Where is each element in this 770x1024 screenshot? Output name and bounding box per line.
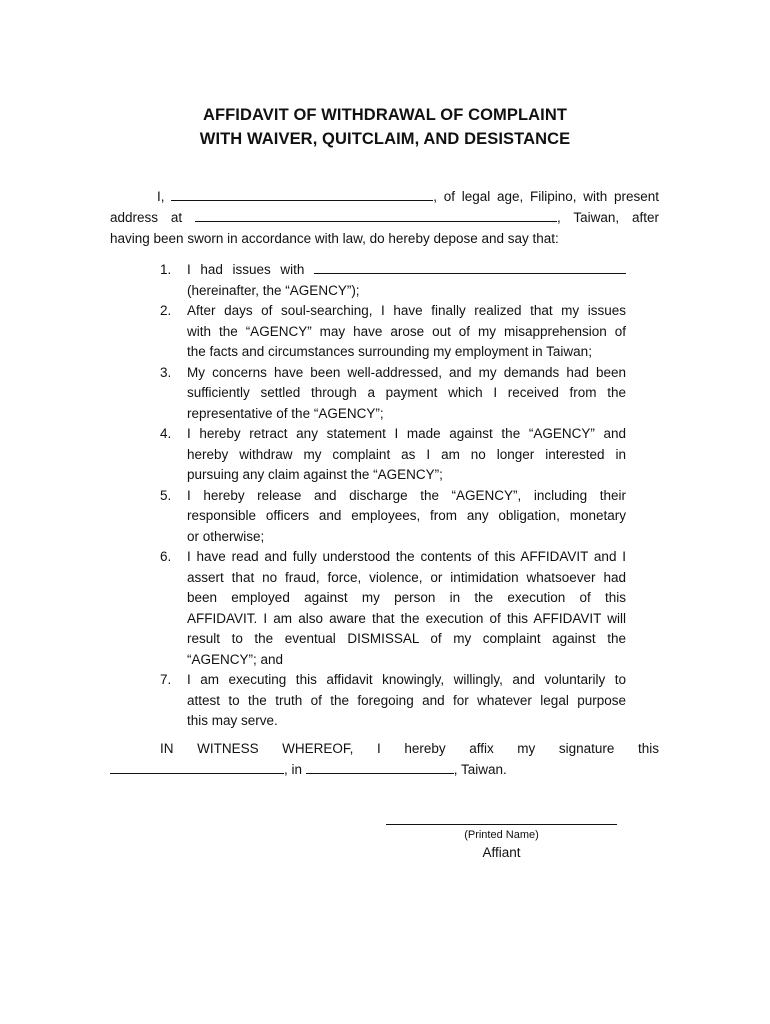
item-line: “AGENCY”; and	[187, 651, 284, 667]
address-blank[interactable]	[195, 208, 557, 222]
list-item	[160, 424, 626, 486]
list-item	[160, 547, 626, 670]
item-line: responsible officers and employees, from any obligation, monetary	[187, 508, 626, 523]
item-text: I had issues with	[187, 262, 305, 277]
intro-line-3: having been sworn in accordance with law, do hereby depose and say that:	[110, 231, 559, 246]
signature-line[interactable]	[386, 824, 617, 825]
item-line	[187, 260, 626, 281]
item-line: I have read and fully understood the contents of this AFFIDAVIT and I	[187, 549, 626, 564]
item-line: assert that no fraud, force, violence, or intimidation whatsoever had	[187, 569, 626, 585]
item-line: After days of soul-searching, I have finally realized that my issues	[187, 303, 626, 318]
item-line: I hereby release and discharge the “AGENCY”, including their	[187, 487, 626, 503]
witness-line-1: IN WITNESS WHEREOF, I hereby affix my signature this	[160, 741, 659, 756]
item-number: 1.	[160, 262, 172, 277]
item-line: hereby withdraw my complaint as I am no longer interested in	[187, 446, 626, 462]
affiant-label: Affiant	[482, 845, 521, 860]
place-blank[interactable]	[306, 760, 454, 774]
item-line: result to the eventual DISMISSAL of my complaint against the	[187, 631, 626, 646]
witness-line-2	[110, 760, 507, 780]
item-line: with the “AGENCY” may have arose out of my misapprehension of	[187, 323, 626, 339]
item-line: been employed against my person in the execution of this	[187, 590, 626, 605]
date-blank[interactable]	[110, 760, 284, 774]
item-number: 2.	[160, 303, 172, 318]
intro-line-2	[110, 208, 659, 228]
item-line: I am executing this affidavit knowingly, willingly, and voluntarily to	[187, 672, 626, 687]
item-number: 6.	[160, 549, 172, 564]
printed-name-label: (Printed Name)	[464, 829, 539, 841]
list-item	[160, 670, 626, 732]
item-line: (hereinafter, the “AGENCY”);	[187, 282, 360, 298]
item-number: 4.	[160, 426, 172, 441]
item-number: 3.	[160, 364, 172, 380]
item-line: or otherwise;	[187, 528, 265, 544]
statement-list	[160, 260, 626, 732]
item-line: I hereby retract any statement I made against the “AGENCY” and	[187, 426, 626, 441]
item-line: this may serve.	[187, 713, 278, 728]
item-line: AFFIDAVIT. I am also aware that the execution of this AFFIDAVIT will	[187, 610, 626, 626]
intro-line1-suffix: , of legal age, Filipino, with present	[433, 189, 659, 204]
intro-prefix: I,	[157, 189, 165, 204]
list-item	[160, 486, 626, 548]
document-subtitle: WITH WAIVER, QUITCLAIM, AND DESISTANCE	[199, 130, 571, 148]
item-line: My concerns have been well-addressed, and my demands had been	[187, 364, 626, 380]
item-line: attest to the truth of the foregoing and for whatever legal purpose	[187, 692, 626, 708]
item-line: pursuing any claim against the “AGENCY”;	[187, 467, 443, 482]
item-line: representative of the “AGENCY”;	[187, 405, 384, 421]
witness-in: , in	[284, 762, 303, 777]
intro-line-1	[157, 187, 659, 207]
list-item	[160, 363, 626, 425]
witness-suffix: , Taiwan.	[453, 762, 507, 777]
intro-line2-suffix: , Taiwan, after	[557, 210, 659, 225]
item-line: the facts and circumstances surrounding my employment in Taiwan;	[187, 344, 592, 359]
address-label: address at	[110, 210, 183, 225]
list-item	[160, 260, 626, 301]
agency-name-blank[interactable]	[314, 260, 626, 274]
affiant-name-blank[interactable]	[171, 187, 433, 201]
item-number: 5.	[160, 487, 172, 503]
item-line: sufficiently settled through a payment which I received from the	[187, 385, 626, 400]
document-title: AFFIDAVIT OF WITHDRAWAL OF COMPLAINT	[202, 106, 568, 124]
item-number: 7.	[160, 672, 172, 687]
list-item	[160, 301, 626, 363]
